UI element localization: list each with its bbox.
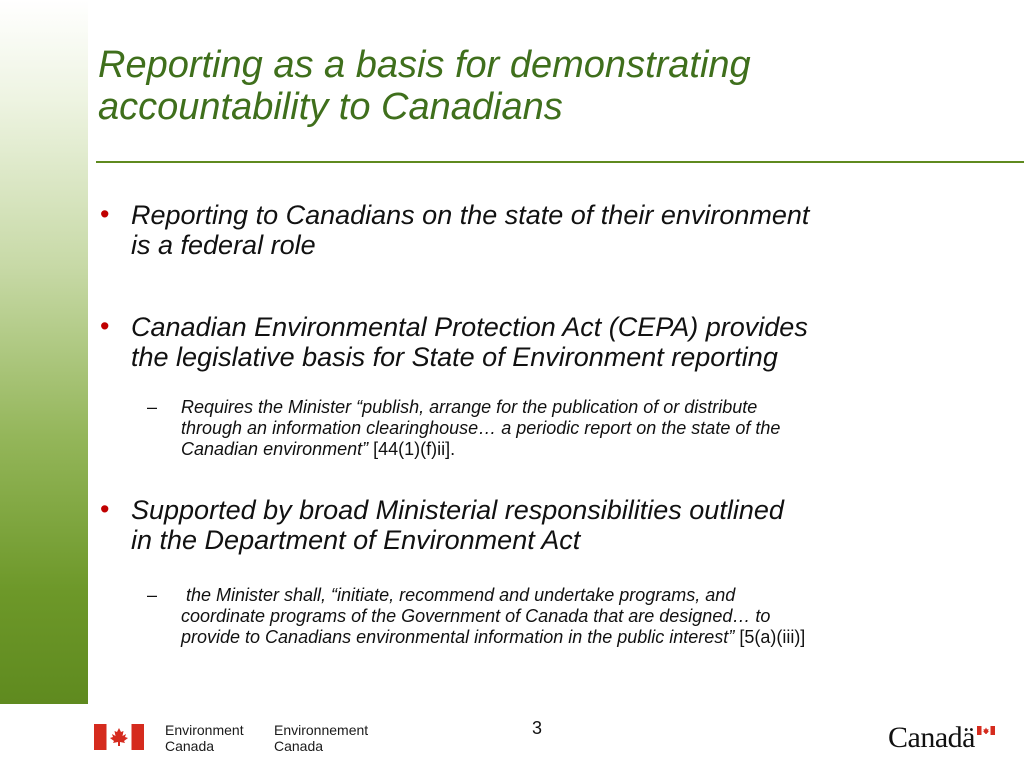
canada-wordmark: Canadä [888, 721, 975, 754]
dept-en-line: Canada [165, 738, 215, 754]
bullet-text-line: Supported by broad Ministerial responsibilities outlined [131, 495, 784, 525]
sub-bullet-marker: – [147, 585, 158, 605]
page-number: 3 [532, 718, 543, 738]
canada-wordmark-flag-icon [977, 726, 995, 735]
bullet-marker: • [100, 199, 110, 229]
bullet-text-line: Canadian Environmental Protection Act (CEPA) provides [131, 312, 808, 342]
bullet-text-line: is a federal role [131, 230, 316, 260]
title-line: accountability to Canadians [98, 86, 563, 128]
citation: [44(1)(f)ii]. [368, 439, 456, 459]
bullet-marker: • [100, 494, 110, 524]
title-line: Reporting as a basis for demonstrating [98, 44, 751, 86]
department-name-en [165, 722, 244, 754]
bullet-text-line: the legislative basis for State of Environment reporting [131, 342, 778, 372]
side-gradient-band [0, 0, 88, 704]
bullet-text-line: in the Department of Environment Act [131, 525, 581, 555]
bullet-item [100, 200, 997, 260]
citation: [5(a)(iii)] [734, 627, 806, 647]
title-divider [96, 161, 1024, 163]
sub-bullet-text-line: coordinate programs of the Government of Canada that are designed… to [181, 606, 771, 626]
sub-bullet-text-line: Canadian environment” [181, 439, 369, 459]
sub-bullet-text-line: provide to Canadians environmental information in the public interest” [181, 627, 735, 647]
sub-bullet-text-line: the Minister shall, “initiate, recommend and undertake programs, and [181, 585, 736, 605]
canada-flag-icon [94, 724, 144, 750]
bullet-marker: • [100, 311, 110, 341]
sub-bullet-item [147, 397, 981, 460]
slide-title [98, 44, 998, 128]
bullet-text-line: Reporting to Canadians on the state of their environment [131, 200, 810, 230]
sub-bullet-text-line: through an information clearinghouse… a periodic report on the state of the [181, 418, 781, 438]
bullet-item [100, 495, 997, 555]
sub-bullet-text-line: Requires the Minister “publish, arrange for the publication of or distribute [181, 397, 758, 417]
sub-bullet-item [147, 585, 981, 648]
dept-fr-line: Canada [274, 738, 324, 754]
bullet-item [100, 312, 997, 372]
department-name-fr [274, 722, 368, 754]
dept-en-line: Environment [165, 722, 244, 738]
dept-fr-line: Environnement [274, 722, 369, 738]
sub-bullet-marker: – [147, 397, 158, 417]
